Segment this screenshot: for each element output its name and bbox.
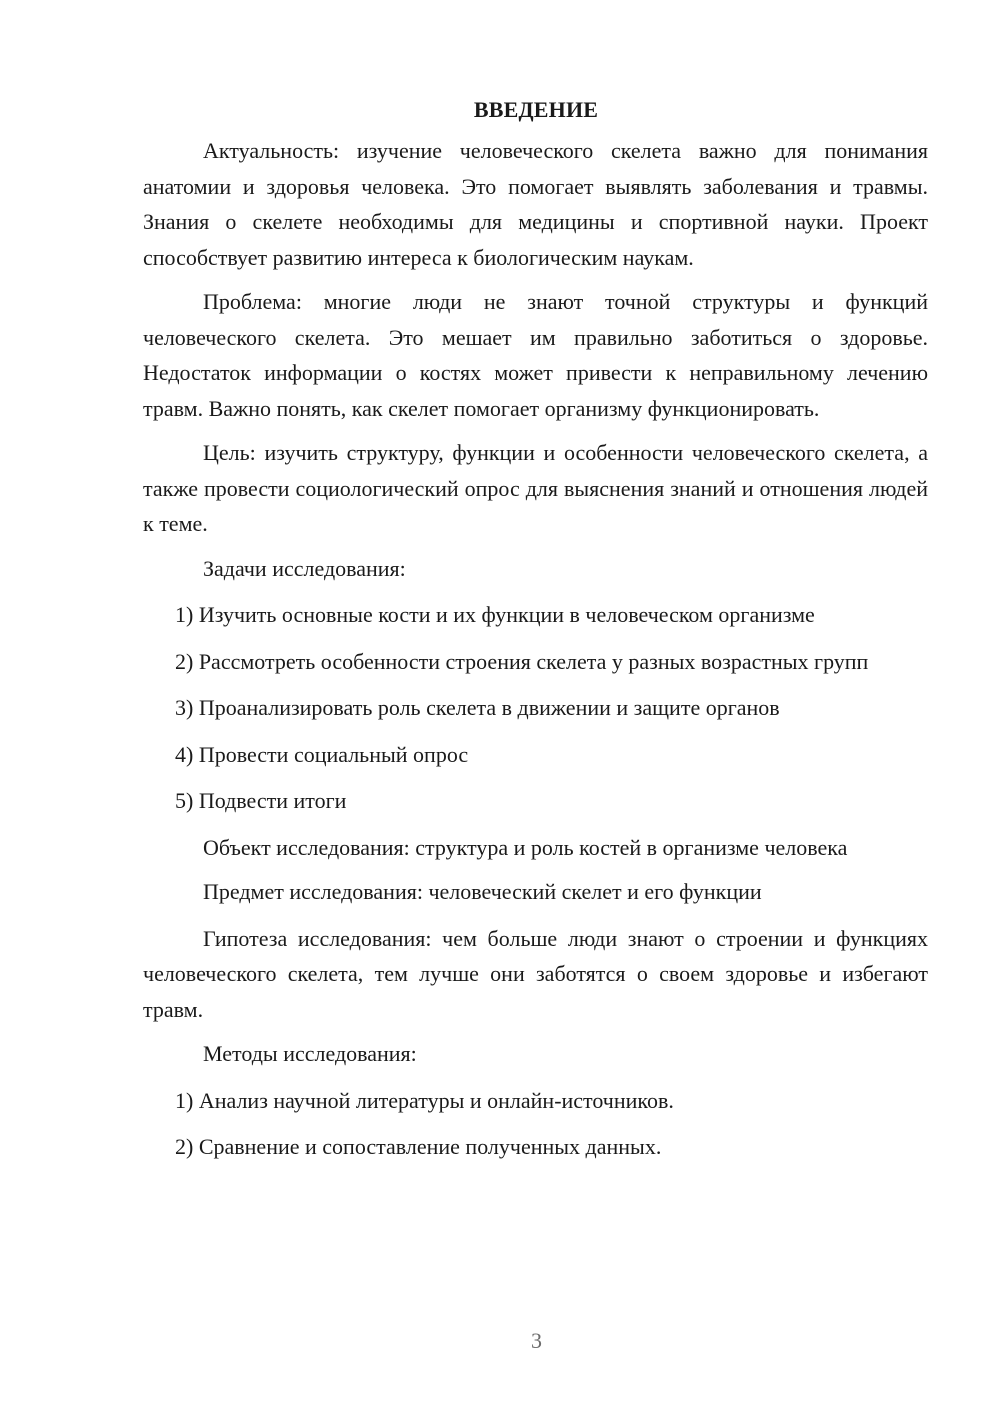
paragraph-problem: Проблема: многие люди не знают точной структуры и функций человеческого скелета. Это мешает им правильно заботиться о здоровье. Недостаток информации о костях может привести к неправильному лечению травм. Важно понять, как скелет помогает организму функционировать. (143, 289, 928, 421)
task-item: 5) Подвести итоги (175, 788, 347, 813)
task-item: 3) Проанализировать роль скелета в движении и защите органов (175, 695, 780, 720)
page-title: ВВЕДЕНИЕ (473, 97, 599, 122)
paragraph-hypothesis: Гипотеза исследования: чем больше люди знают о строении и функциях человеческого скелета, тем лучше они заботятся о своем здоровье и избегают травм. (143, 925, 928, 1022)
method-item: 2) Сравнение и сопоставление полученных данных. (175, 1134, 662, 1159)
paragraph-relevance: Актуальность: изучение человеческого скелета важно для понимания анатомии и здоровья человека. Это помогает выявлять заболевания и травмы. Знания о скелете необходимы для медицины и спортивной науки. Проект способствует развитию интереса к биологическим наукам. (143, 138, 928, 270)
tasks-heading: Задачи исследования: (203, 555, 406, 581)
paragraph-goal: Цель: изучить структуру, функции и особенности человеческого скелета, а также провести социологический опрос для выяснения знаний и отношения людей к теме. (143, 440, 928, 536)
method-item: 1) Анализ научной литературы и онлайн-источников. (175, 1087, 674, 1113)
paragraph-object: Объект исследования: структура и роль костей в организме человека (203, 834, 848, 860)
page-content (143, 92, 928, 1176)
paragraph-subject: Предмет исследования: человеческий скелет и его функции (203, 879, 762, 904)
task-item: 4) Провести социальный опрос (175, 741, 469, 767)
task-item: 2) Рассмотреть особенности строения скелета у разных возрастных групп (175, 648, 869, 674)
methods-heading: Методы исследования: (203, 1041, 417, 1066)
task-item: 1) Изучить основные кости и их функции в человеческом организме (175, 602, 815, 627)
page-number: 3 (531, 1328, 542, 1353)
